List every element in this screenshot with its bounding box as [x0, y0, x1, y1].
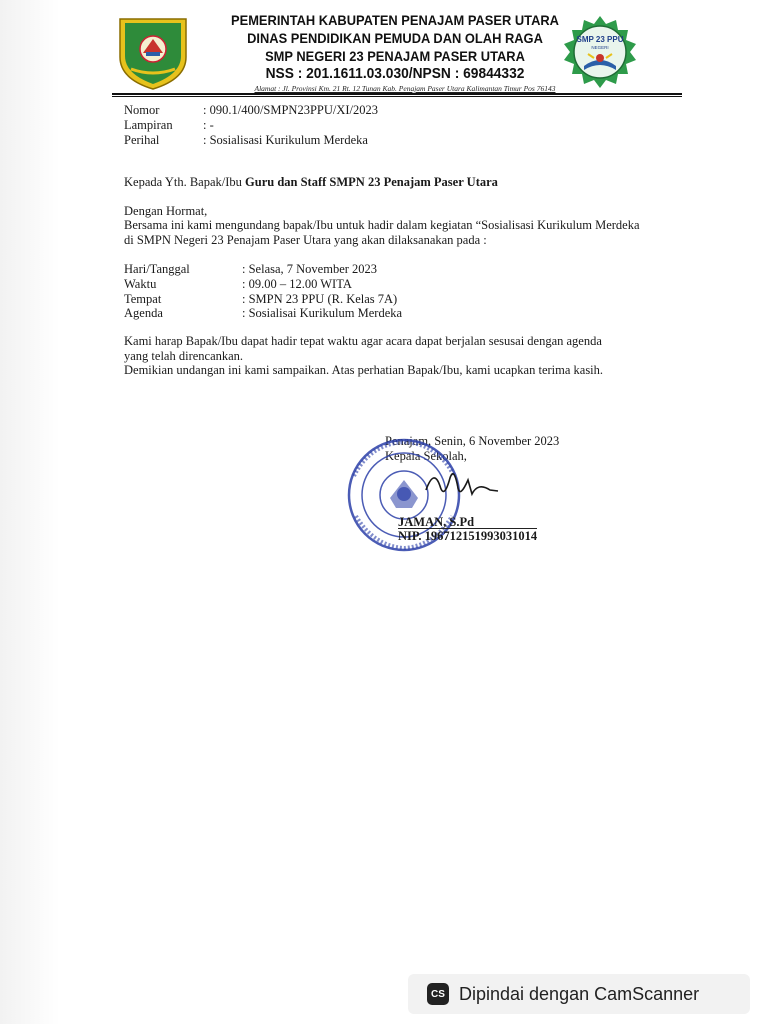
recipient-line — [124, 175, 498, 190]
detail-value: : SMPN 23 PPU (R. Kelas 7A) — [242, 292, 398, 306]
recipient-name: Guru dan Staff SMPN 23 Penajam Paser Utara — [245, 175, 498, 189]
detail-label: Waktu — [124, 277, 157, 291]
signer-name: JAMAN, S.Pd — [398, 515, 475, 529]
place-date: Penajam, Senin, 6 November 2023 — [385, 434, 560, 448]
closing-line-3: Demikian undangan ini kami sampaikan. Atas perhatian Bapak/Ibu, kami ucapkan terima kasih. — [124, 363, 604, 377]
detail-value: : Sosialisai Kurikulum Merdeka — [242, 306, 403, 320]
letterhead-line-2: DINAS PENDIDIKAN PEMUDA DAN OLAH RAGA — [247, 30, 543, 46]
detail-value: : Selasa, 7 November 2023 — [242, 262, 378, 276]
letterhead-line-4: NSS : 201.1611.03.030/NPSN : 69844332 — [265, 66, 525, 82]
svg-text:SMP 23 PPU: SMP 23 PPU — [576, 35, 624, 44]
perihal-label: Perihal — [124, 133, 160, 147]
letterhead-rule-thick — [112, 93, 682, 95]
closing-line-2: yang telah direncankan. — [124, 349, 244, 363]
recipient-prefix: Kepada Yth. Bapak/Ibu — [124, 175, 246, 189]
letterhead-address: Alamat : Jl. Provinsi Km. 21 Rt. 12 Tunan Kab. Penajam Paser Utara Kalimantan Timur Pos 76143 — [254, 84, 556, 93]
letterhead-line-3: SMP NEGERI 23 PENAJAM PASER UTARA — [265, 48, 525, 64]
lampiran-label: Lampiran — [124, 118, 173, 132]
closing-line-1: Kami harap Bapak/Ibu dapat hadir tepat waktu agar acara dapat berjalan sesusai dengan agenda — [124, 334, 602, 348]
detail-label: Hari/Tanggal — [124, 262, 190, 276]
school-logo-icon — [560, 14, 640, 94]
signer-position: Kepala Sekolah, — [385, 449, 467, 463]
camscanner-logo-icon: CS — [427, 983, 449, 1005]
svg-text:NEGERI: NEGERI — [591, 45, 609, 50]
camscanner-watermark — [408, 974, 750, 1014]
letterhead-line-1: PEMERINTAH KABUPATEN PENAJAM PASER UTARA — [231, 12, 559, 28]
intro-line-2: di SMPN Negeri 23 Penajam Paser Utara yang akan dilaksanakan pada : — [124, 233, 487, 247]
regency-emblem-icon — [116, 13, 190, 91]
greeting: Dengan Hormat, — [124, 204, 208, 218]
intro-line-1: Bersama ini kami mengundang bapak/Ibu untuk hadir dalam kegiatan “Sosialisasi Kurikulum Merdeka — [124, 218, 640, 232]
detail-label: Tempat — [124, 292, 162, 306]
signature-scribble-icon — [420, 460, 500, 505]
nomor-label: Nomor — [124, 103, 160, 117]
scan-shadow — [0, 0, 60, 1024]
detail-label: Agenda — [124, 306, 163, 320]
lampiran-value: : - — [203, 118, 214, 132]
letterhead-rule-thin — [112, 96, 682, 97]
perihal-value: : Sosialisasi Kurikulum Merdeka — [203, 133, 368, 147]
signer-nip: NIP. 196712151993031014 — [398, 529, 538, 543]
camscanner-text: Dipindai dengan CamScanner — [459, 983, 700, 1004]
detail-value: : 09.00 – 12.00 WITA — [242, 277, 352, 291]
nomor-value: : 090.1/400/SMPN23PPU/XI/2023 — [203, 103, 379, 117]
